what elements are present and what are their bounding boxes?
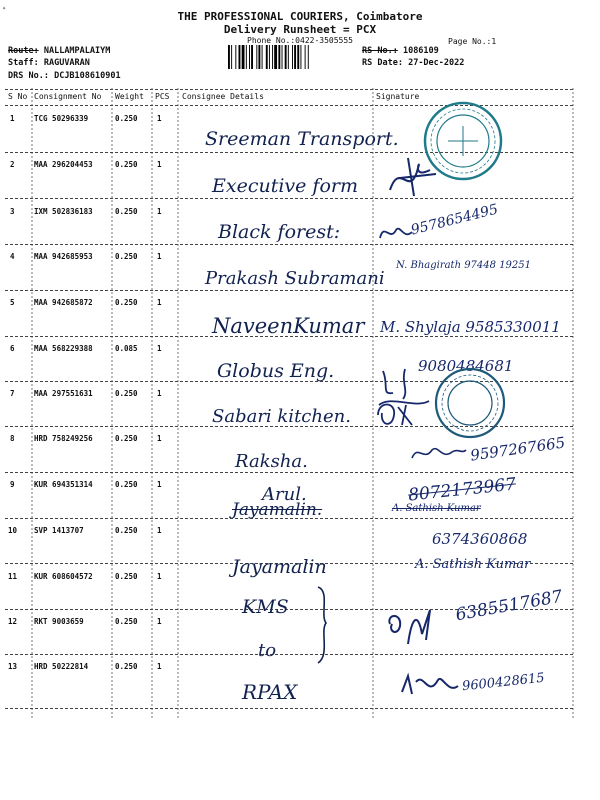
row-13-weight: 0.250 xyxy=(115,662,138,671)
row-12-to-hw: to xyxy=(258,640,277,661)
col-consignment: Consignment No xyxy=(34,92,102,101)
row-9-weight: 0.250 xyxy=(115,480,138,489)
row-9-pcs: 1 xyxy=(157,480,162,489)
row-2-consignment: MAA 296204453 xyxy=(34,160,93,169)
rs-date-value: 27-Dec-2022 xyxy=(408,58,465,68)
row-rule xyxy=(5,472,573,473)
row-6-sno: 6 xyxy=(10,344,15,353)
row-7-weight: 0.250 xyxy=(115,389,138,398)
row-1-pcs: 1 xyxy=(157,114,162,123)
row-12-weight: 0.250 xyxy=(115,617,138,626)
col-consignee: Consignee Details xyxy=(182,92,264,101)
staff-line xyxy=(8,58,90,68)
row-6-weight: 0.085 xyxy=(115,344,138,353)
row-5-pcs: 1 xyxy=(157,298,162,307)
page-number: Page No.:1 xyxy=(448,37,497,46)
rs-number-line xyxy=(362,46,439,56)
row-4-pcs: 1 xyxy=(157,252,162,261)
row-1-consignment: TCG 50296339 xyxy=(34,114,89,123)
row-5-consignee-hw: NaveenKumar xyxy=(212,314,365,338)
row-5-sno: 5 xyxy=(10,298,15,307)
row-8-pcs: 1 xyxy=(157,434,162,443)
col-signature: Signature xyxy=(376,92,420,101)
row-10-signature-hw: 6374360868 xyxy=(432,530,528,548)
row-2-weight: 0.250 xyxy=(115,160,138,169)
row-2-pcs: 1 xyxy=(157,160,162,169)
company-stamp-middle xyxy=(432,365,508,441)
runsheet-title: Delivery Runsheet = PCX xyxy=(223,23,377,36)
row-1-sno: 1 xyxy=(10,114,15,123)
drs-value: DCJB108610901 xyxy=(54,71,121,81)
row-8-sno: 8 xyxy=(10,434,15,443)
row-3-weight: 0.250 xyxy=(115,207,138,216)
row-1-consignee-hw: Sreeman Transport. xyxy=(205,128,399,150)
row-11-pcs: 1 xyxy=(157,572,162,581)
company-name: THE PROFESSIONAL COURIERS, Coimbatore xyxy=(177,10,423,23)
signature-scribble-row-3 xyxy=(376,218,416,248)
row-12-sno: 12 xyxy=(8,617,18,626)
row-6-consignment: MAA 568229388 xyxy=(34,344,93,353)
table-bottom-rule xyxy=(5,708,573,709)
signature-scribble-row-8 xyxy=(408,440,468,466)
row-3-consignee-hw: Black forest: xyxy=(218,221,341,243)
row-8-consignment: HRD 758249256 xyxy=(34,434,93,443)
route-value: NALLAMPALAIYM xyxy=(43,46,111,56)
row-9-consignee-struck-hw: Jayamalin. xyxy=(232,500,323,520)
row-7-sno: 7 xyxy=(10,389,15,398)
signature-scribble-row-12 xyxy=(382,604,442,650)
row-6-signature-hw: 9080484681 xyxy=(418,357,514,375)
row-4-weight: 0.250 xyxy=(115,252,138,261)
row-8-consignee-hw: Raksha. xyxy=(235,451,308,472)
row-12-consignee-hw: KMS xyxy=(242,596,289,618)
route-label: Route: xyxy=(8,46,39,56)
row-13-pcs: 1 xyxy=(157,662,162,671)
row-11-weight: 0.250 xyxy=(115,572,138,581)
route-line xyxy=(8,46,110,56)
row-9-consignee-hw: Arul. xyxy=(262,484,307,505)
row-rule xyxy=(5,244,573,245)
row-8-weight: 0.250 xyxy=(115,434,138,443)
row-10-consignment: SVP 1413707 xyxy=(34,526,84,535)
drs-line xyxy=(8,71,121,81)
row-5-consignment: MAA 942685872 xyxy=(34,298,93,307)
row-5-signature-hw: M. Shylaja 9585330011 xyxy=(380,318,561,336)
row-13-signature-hw: 9600428615 xyxy=(461,670,546,695)
row-6-consignee-hw: Globus Eng. xyxy=(217,360,335,382)
phone-number: Phone No.:0422-3505555 xyxy=(247,36,353,45)
row-3-sno: 3 xyxy=(10,207,15,216)
rs-number-label: RS No.: xyxy=(362,46,398,56)
row-12-signature-hw: 6385517687 xyxy=(454,586,565,626)
row-1-weight: 0.250 xyxy=(115,114,138,123)
row-7-consignee-hw: Sabari kitchen. xyxy=(212,406,351,427)
row-10-weight: 0.250 xyxy=(115,526,138,535)
row-4-sno: 4 xyxy=(10,252,15,261)
rs-date-label: RS Date: xyxy=(362,58,403,68)
row-11-consignee-hw: Jayamalin xyxy=(232,556,327,578)
row-10-pcs: 1 xyxy=(157,526,162,535)
staff-label: Staff: xyxy=(8,58,39,68)
row-4-signature-hw: N. Bhagirath 97448 19251 xyxy=(396,260,531,271)
col-sno: S No xyxy=(8,92,28,101)
row-rule xyxy=(5,198,573,199)
row-3-signature-hw: 9578654495 xyxy=(409,201,500,239)
curly-brace xyxy=(312,585,338,665)
row-rule xyxy=(5,290,573,291)
row-13-sno: 13 xyxy=(8,662,18,671)
row-3-pcs: 1 xyxy=(157,207,162,216)
signature-scribble-row-13 xyxy=(398,668,468,708)
row-2-consignee-hw: Executive form xyxy=(212,175,359,197)
row-5-weight: 0.250 xyxy=(115,298,138,307)
col-pcs: PCS xyxy=(155,92,170,101)
row-3-consignment: IXM 502836183 xyxy=(34,207,93,216)
staff-value: RAGUVARAN xyxy=(43,58,90,68)
col-weight: Weight xyxy=(115,92,144,101)
row-13-consignment: HRD 50222814 xyxy=(34,662,89,671)
row-9-sno: 9 xyxy=(10,480,15,489)
row-4-consignment: MAA 942685953 xyxy=(34,252,93,261)
scan-mark: ✦ xyxy=(2,4,7,12)
rs-number-value: 1086109 xyxy=(402,46,439,56)
company-stamp-top xyxy=(420,98,506,184)
rs-date-line xyxy=(362,58,464,68)
row-6-pcs: 1 xyxy=(157,344,162,353)
row-rule xyxy=(5,654,573,655)
row-9-consignment: KUR 694351314 xyxy=(34,480,93,489)
signature-scribble-row-7 xyxy=(372,395,422,435)
row-7-pcs: 1 xyxy=(157,389,162,398)
row-9-signature-struck-hw: A. Sathish Kumar xyxy=(392,503,481,514)
row-13-consignee-hw: RPAX xyxy=(242,680,298,704)
row-7-consignment: MAA 297551631 xyxy=(34,389,93,398)
row-12-pcs: 1 xyxy=(157,617,162,626)
row-8-signature-hw: 9597267665 xyxy=(469,433,567,465)
row-10-sno: 10 xyxy=(8,526,18,535)
row-11-signature-hw: A. Sathish Kumar xyxy=(415,557,531,572)
row-4-consignee-hw: Prakash Subramani xyxy=(205,268,385,289)
barcode xyxy=(228,45,354,69)
drs-label: DRS No.: xyxy=(8,71,49,81)
row-9-signature-hw: 8072173967 xyxy=(407,474,517,506)
row-11-consignment: KUR 608604572 xyxy=(34,572,93,581)
row-2-sno: 2 xyxy=(10,160,15,169)
row-12-consignment: RKT 9003659 xyxy=(34,617,84,626)
row-11-sno: 11 xyxy=(8,572,18,581)
